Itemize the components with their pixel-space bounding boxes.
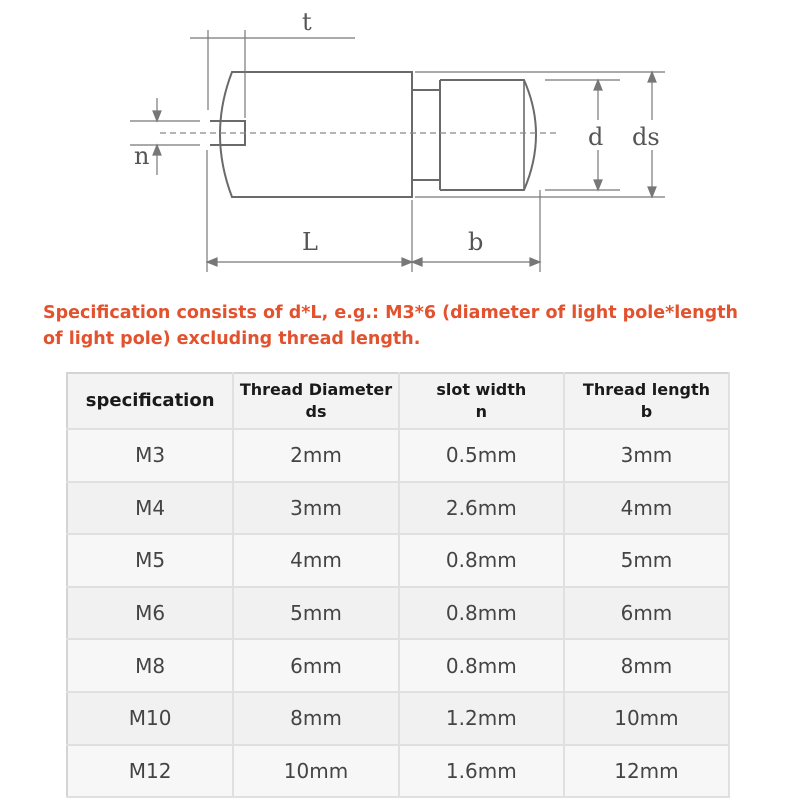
cell-specification: M4 (67, 482, 233, 535)
cell-slot-width: 1.2mm (399, 692, 564, 745)
note-line-1: Specification consists of d*L, e.g.: M3*6 (diameter of light pole*length (43, 303, 738, 323)
cell-thread-diameter: 10mm (233, 745, 398, 798)
cell-thread-length: 12mm (564, 745, 729, 798)
cell-specification: M5 (67, 534, 233, 587)
cell-specification: M8 (67, 639, 233, 692)
table-header-row (67, 373, 729, 429)
cell-thread-diameter: 5mm (233, 587, 398, 640)
cell-slot-width: 2.6mm (399, 482, 564, 535)
cell-thread-length: 5mm (564, 534, 729, 587)
header-thread-diameter: Thread Diameter ds (233, 373, 398, 429)
cell-slot-width: 0.8mm (399, 587, 564, 640)
label-n: n (134, 142, 150, 170)
label-ds: ds (632, 123, 660, 151)
cell-specification: M3 (67, 429, 233, 482)
cell-specification: M10 (67, 692, 233, 745)
note-line-2: of light pole) excluding thread length. (43, 329, 421, 349)
table-row (67, 745, 729, 798)
cell-thread-length: 8mm (564, 639, 729, 692)
table-row (67, 639, 729, 692)
table-row (67, 587, 729, 640)
cell-slot-width: 0.8mm (399, 534, 564, 587)
cell-slot-width: 0.5mm (399, 429, 564, 482)
cell-thread-length: 10mm (564, 692, 729, 745)
cell-specification: M12 (67, 745, 233, 798)
cell-thread-length: 4mm (564, 482, 729, 535)
cell-thread-diameter: 3mm (233, 482, 398, 535)
table-row (67, 429, 729, 482)
header-slot-width: slot width n (399, 373, 564, 429)
screw-body (220, 72, 412, 197)
specification-note (43, 300, 773, 352)
header-specification: specification (67, 373, 233, 429)
label-t: t (302, 8, 312, 36)
table-row (67, 692, 729, 745)
specification-table (66, 372, 730, 798)
cell-thread-diameter: 6mm (233, 639, 398, 692)
label-d: d (588, 123, 604, 151)
screw-neck (412, 80, 440, 190)
label-L: L (302, 228, 318, 256)
table-row (67, 534, 729, 587)
cell-specification: M6 (67, 587, 233, 640)
cell-slot-width: 1.6mm (399, 745, 564, 798)
screw-dimension-diagram (0, 0, 800, 290)
cell-thread-length: 3mm (564, 429, 729, 482)
label-b: b (468, 228, 484, 256)
header-thread-length: Thread length b (564, 373, 729, 429)
cell-slot-width: 0.8mm (399, 639, 564, 692)
table-row (67, 482, 729, 535)
cell-thread-diameter: 2mm (233, 429, 398, 482)
cell-thread-length: 6mm (564, 587, 729, 640)
screw-thread (440, 80, 536, 190)
cell-thread-diameter: 8mm (233, 692, 398, 745)
cell-thread-diameter: 4mm (233, 534, 398, 587)
